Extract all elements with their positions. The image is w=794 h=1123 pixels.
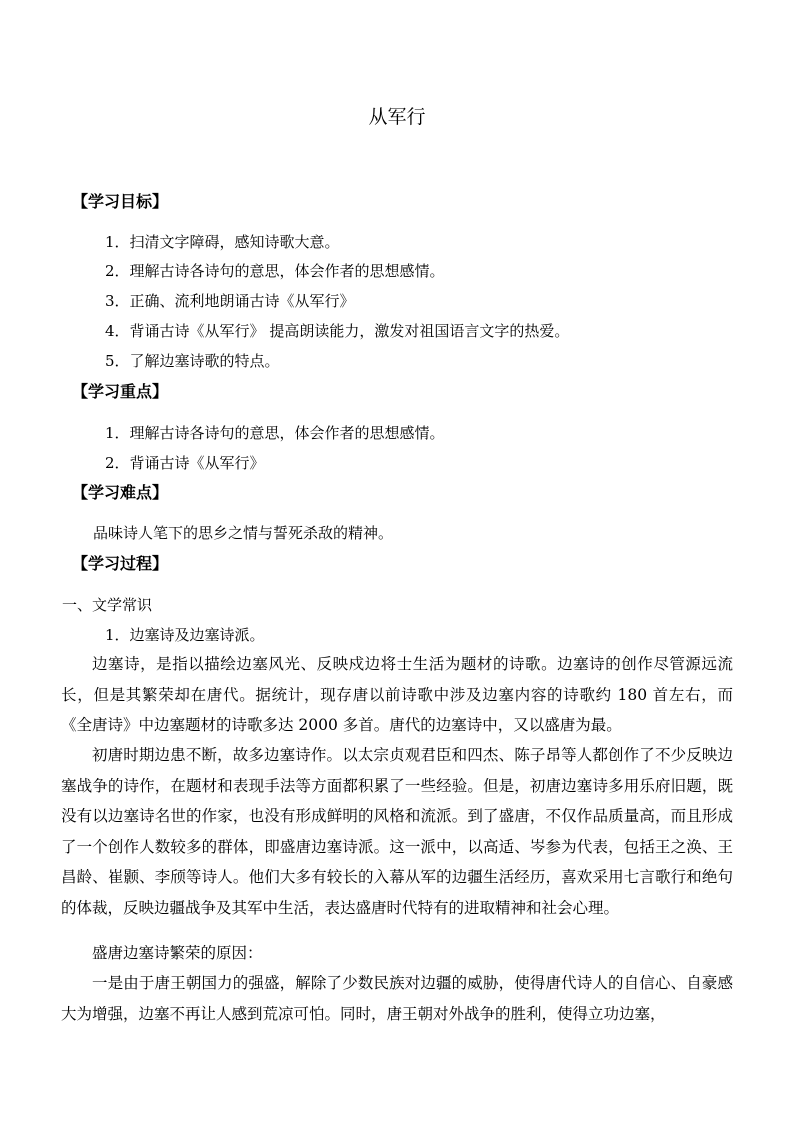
subsection-literary-knowledge: 一、文学常识: [62, 596, 153, 614]
paragraph-frontier-definition: 边塞诗，是指以描绘边塞风光、反映戍边将士生活为题材的诗歌。边塞诗的创作尽管源远流长，但是其繁荣却在唐代。据统计，现存唐以前诗歌中涉及边塞内容的诗歌约 180 首左右，而《全唐诗》中边塞题材的诗歌多达 2000 多首。唐代的边塞诗中，又以盛唐为最。: [61, 655, 733, 734]
paragraph-early-tang: 初唐时期边患不断，故多边塞诗作。以太宗贞观君臣和四杰、陈子昂等人都创作了不少反映边塞战争的诗作，在题材和表现手法等方面都积累了一些经验。但是，初唐边塞诗多用乐府旧题，既没有以边塞诗名世的作家，也没有形成鲜明的风格和流派。到了盛唐，不仅作品质量高，而且形成了一个创作人数较多的群体，即盛唐边塞诗派。这一派中，以高适、岑参为代表，包括王之涣、王昌龄、崔颢、李颀等诗人。他们大多有较长的入幕从军的边疆生活经历，喜欢采用七言歌行和绝句的体裁，反映边疆战争及其军中生活，表达盛唐时代特有的进取精神和社会心理。: [61, 746, 733, 917]
section-heading-difficulty: 【学习难点】: [72, 483, 169, 502]
goal-item-1: 1．扫清文字障碍，感知诗歌大意。: [105, 233, 340, 251]
key-item-1: 1．理解古诗各诗句的意思，体会作者的思想感情。: [105, 424, 445, 442]
goal-item-5: 5．了解边塞诗歌的特点。: [105, 352, 280, 370]
difficulty-text: 品味诗人笔下的思乡之情与誓死杀敌的精神。: [93, 524, 394, 542]
section-heading-key: 【学习重点】: [72, 382, 169, 401]
document-title: 从军行: [368, 106, 426, 128]
key-item-2: 2．背诵古诗《从军行》: [105, 454, 265, 472]
paragraph-reason-one: 一是由于唐王朝国力的强盛，解除了少数民族对边疆的威胁，使得唐代诗人的自信心、自豪感大为增强，边塞不再让人感到荒凉可怕。同时，唐王朝对外战争的胜利，使得立功边塞，: [61, 974, 733, 1023]
goal-item-2: 2．理解古诗各诗句的意思，体会作者的思想感情。: [105, 262, 445, 280]
goal-item-3: 3．正确、流利地朗诵古诗《从军行》: [105, 292, 355, 310]
goal-item-4: 4．背诵古诗《从军行》 提高朗读能力，激发对祖国语言文字的热爱。: [105, 322, 570, 340]
section-heading-process: 【学习过程】: [72, 554, 169, 573]
paragraph-reasons-heading: 盛唐边塞诗繁荣的原因：: [92, 944, 263, 962]
section-heading-goals: 【学习目标】: [72, 192, 169, 211]
subsection-frontier-poetry: 1．边塞诗及边塞诗派。: [105, 626, 265, 644]
